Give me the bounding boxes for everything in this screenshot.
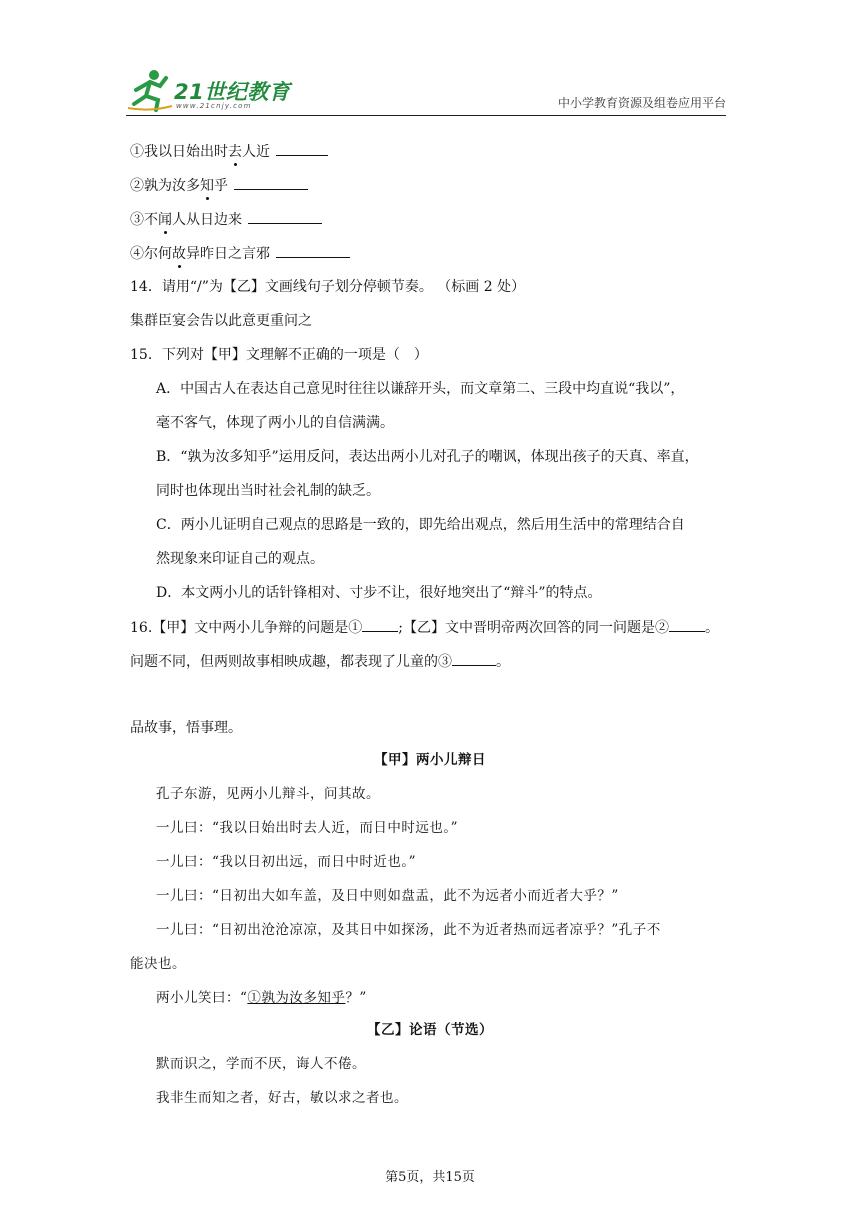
q14-sentence: 集群臣宴会告以此意更重问之 xyxy=(130,313,312,329)
q16-line-2: 问题不同，但两则故事相映成趣，都表现了儿童的③ 。 xyxy=(130,651,510,672)
logo-url: www.21cnjy.com xyxy=(176,102,252,110)
page-footer: 第5页，共15页 xyxy=(385,1170,475,1185)
jia-line: 能决也。 xyxy=(130,956,186,972)
q16-line-1: 16.【甲】文中两小儿争辩的问题是① ;【乙】文中晋明帝两次回答的同一问题是② 。 xyxy=(130,617,719,638)
emphasis-char: 去 xyxy=(228,144,242,160)
answer-blank[interactable] xyxy=(234,175,308,190)
answer-blank[interactable] xyxy=(362,617,398,632)
page-header xyxy=(126,62,726,118)
jia-line: 一儿曰：“我以日始出时去人近，而日中时远也。” xyxy=(156,820,459,836)
q13-item-3: ③不闻人从日边来 xyxy=(130,209,322,230)
emphasis-char: 故 xyxy=(172,246,186,262)
answer-blank[interactable] xyxy=(452,651,496,666)
jia-line: 孔子东游，见两小儿辩斗，问其故。 xyxy=(156,786,380,802)
q14-prompt: 14．请用“/”为【乙】文画线句子划分停顿节奏。 （标画 2 处） xyxy=(130,279,526,295)
q15-option-b: B．“孰为汝多知乎”运用反问，表达出两小儿对孔子的嘲讽，体现出孩子的天真、率直， xyxy=(156,449,699,465)
yi-line: 默而识之，学而不厌，诲人不倦。 xyxy=(156,1056,366,1072)
q15-option-a: A．中国古人在表达自己意见时往往以谦辞开头，而文章第二、三段中均直说“我以”， xyxy=(156,381,685,397)
jia-line-last: 两小儿笑曰：“①孰为汝多知乎？” xyxy=(156,990,367,1006)
header-divider xyxy=(126,115,726,116)
answer-blank[interactable] xyxy=(276,243,350,258)
section-intro: 品故事，悟事理。 xyxy=(130,720,242,736)
logo-text: 21世纪教育 xyxy=(174,80,291,104)
yi-line: 我非生而知之者，好古，敏以求之者也。 xyxy=(156,1090,408,1106)
q15-prompt: 15．下列对【甲】文理解不正确的一项是（ ） xyxy=(130,347,428,363)
answer-blank[interactable] xyxy=(248,209,322,224)
q13-item-2: ②孰为汝多知乎 xyxy=(130,175,308,196)
jia-line: 一儿曰：“日初出大如车盖，及日中则如盘盂，此不为远者小而近者大乎？” xyxy=(156,888,619,904)
q15-option-d: D．本文两小儿的话针锋相对、寸步不让，很好地突出了“辩斗”的特点。 xyxy=(156,585,602,601)
q13-item-1: ①我以日始出时去人近 xyxy=(130,141,328,162)
emphasis-char: 闻 xyxy=(158,212,172,228)
underlined-sentence: ①孰为汝多知乎 xyxy=(247,990,346,1006)
q15-option-c: C．两小儿证明自己观点的思路是一致的，即先给出观点，然后用生活中的常理结合自 xyxy=(156,517,685,533)
q15-option-c-cont: 然现象来印证自己的观点。 xyxy=(156,551,324,567)
jia-line: 一儿曰：“日初出沧沧凉凉，及其日中如探汤，此不为近者热而远者凉乎？”孔子不 xyxy=(156,922,661,938)
jia-line: 一儿曰：“我以日初出远，而日中时近也。” xyxy=(156,854,417,870)
runner-logo-icon xyxy=(126,66,174,114)
answer-blank[interactable] xyxy=(669,617,705,632)
platform-name: 中小学教育资源及组卷应用平台 xyxy=(557,96,726,110)
emphasis-char: 知 xyxy=(200,178,214,194)
q15-option-b-cont: 同时也体现出当时社会礼制的缺乏。 xyxy=(156,483,380,499)
jia-title: 【甲】两小儿辩日 xyxy=(374,752,486,768)
yi-title: 【乙】论语（节选） xyxy=(367,1022,493,1038)
logo xyxy=(126,66,296,114)
answer-blank[interactable] xyxy=(276,141,328,156)
q13-item-4: ④尔何故异昨日之言邪 xyxy=(130,243,350,264)
q15-option-a-cont: 毫不客气，体现了两小儿的自信满满。 xyxy=(156,415,394,431)
